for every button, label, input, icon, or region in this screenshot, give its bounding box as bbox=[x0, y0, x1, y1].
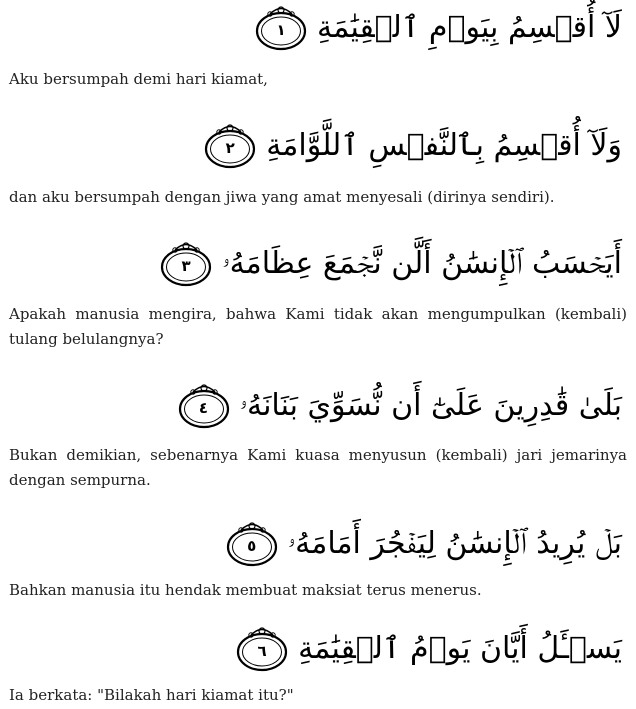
arabic-text: أَيَحۡسَبُ ٱلۡإِنسَٰنُ أَلَّن نَّجۡمَعَ عِظَامَهُۥ bbox=[222, 246, 622, 281]
arabic-verse-line bbox=[202, 122, 622, 170]
translation-text: Ia berkata: "Bilakah hari kiamat itu?" bbox=[9, 686, 294, 704]
arabic-verse-line bbox=[253, 4, 622, 52]
ayah-number-ornament-icon bbox=[176, 382, 232, 430]
translation-text: Bahkan manusia itu hendak membuat maksiat terus menerus. bbox=[9, 581, 482, 599]
ayah-number-ornament-icon bbox=[234, 625, 290, 673]
ayah-number: ٤ bbox=[198, 399, 209, 417]
ayah-number-ornament-icon bbox=[158, 240, 214, 288]
arabic-text: يَسۡـَٔلُ أَيَّانَ يَوۡمُ ٱلۡقِيَٰمَةِ bbox=[298, 631, 622, 666]
ayah-number: ١ bbox=[276, 21, 286, 39]
translation-text: Apakah manusia mengira, bahwa Kami tidak akan mengumpulkan (kembali) tulang belulangnya? bbox=[9, 305, 627, 348]
ayah-number: ٥ bbox=[247, 537, 257, 555]
ayah-number: ٢ bbox=[225, 139, 235, 157]
arabic-text: وَلَآ أُقۡسِمُ بِٱلنَّفۡسِ ٱللَّوَّامَةِ bbox=[266, 128, 622, 163]
arabic-text: بَلَىٰ قَٰدِرِينَ عَلَىٰٓ أَن نُّسَوِّيَ بَنَانَهُۥ bbox=[239, 388, 622, 423]
arabic-verse-line bbox=[234, 625, 622, 673]
translation-text: Aku bersumpah demi hari kiamat, bbox=[9, 70, 268, 88]
arabic-text: لَآ أُقۡسِمُ بِيَوۡمِ ٱلۡقِيَٰمَةِ bbox=[317, 10, 622, 45]
translation-text: Bukan demikian, sebenarnya Kami kuasa menyusun (kembali) jari jemarinya dengan sempurna. bbox=[9, 446, 627, 489]
ayah-number-ornament-icon bbox=[202, 122, 258, 170]
ayah-number: ٦ bbox=[257, 642, 267, 660]
arabic-verse-line bbox=[224, 520, 622, 568]
ayah-number: ٣ bbox=[181, 257, 191, 275]
arabic-verse-line bbox=[158, 240, 622, 288]
arabic-text: بَلۡ يُرِيدُ ٱلۡإِنسَٰنُ لِيَفۡجُرَ أَمَامَهُۥ bbox=[287, 526, 622, 561]
ayah-number-ornament-icon bbox=[253, 4, 309, 52]
ayah-number-ornament-icon bbox=[224, 520, 280, 568]
translation-text: dan aku bersumpah dengan jiwa yang amat menyesali (dirinya sendiri). bbox=[9, 188, 555, 206]
arabic-verse-line bbox=[176, 382, 623, 430]
